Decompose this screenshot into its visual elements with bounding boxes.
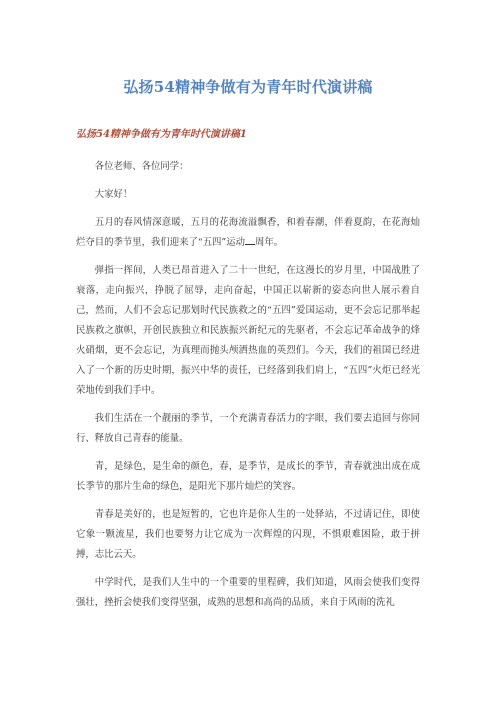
document-title: 弘扬54精神争做有为青年时代演讲稿 [123, 78, 373, 96]
salutation-paragraph: 大家好！ [94, 189, 133, 200]
greeting-paragraph: 各位老师、各位同学： [94, 161, 189, 172]
body-paragraph-1 [76, 213, 420, 253]
body-paragraph-5: 青春是美好的，也是短暂的，它也许是你人生的一处驿站，不过请记住，即使它象一颗流星，我们也要努力让它成为一次辉煌的闪现，不惧艰难困险，敢于拼搏，志比云天。 [76, 509, 420, 560]
body-paragraph-1-text: 五月的春风情深意暖，五月的花海流溢飘香，和着春潮，伴着夏韵，在花海灿烂夺目的季节里，我们迎来了“五四”运动 [76, 217, 420, 248]
fill-in-blank [245, 233, 255, 245]
section-heading: 弘扬54精神争做有为青年时代演讲稿1 [76, 129, 247, 140]
body-paragraph-3: 我们生活在一个靓丽的季节，一个充满青春活力的字眼，我们要去追回与你同行、释放自己青春的能量。 [76, 413, 420, 444]
body-paragraph-4: 青，是绿色，是生命的颜色，春，是季节，是成长的季节，青春就浊出成在成长季节的那片生命的绿色，是阳光下那片灿烂的笑容。 [76, 461, 420, 492]
body-paragraph-1-tail: 周年。 [254, 237, 284, 248]
body-paragraph-6: 中学时代，是我们人生中的一个重要的里程碑，我们知道，风雨会使我们变得强壮，挫折会使我们变得坚强，成熟的思想和高尚的品质，来自于风雨的洗礼 [76, 577, 420, 608]
body-paragraph-2: 弹指一挥间，人类已昂首进入了二十一世纪，在这漫长的岁月里，中国战胜了衰落，走向振兴，挣脱了屈辱，走向奋起，中国正以崭新的姿态向世人展示着自己，然而，人们不会忘记那划时代民族救之的“五四”爱国运动，更不会忘记那举起民族救之旗帜，开创民族独立和民族振兴新纪元的先驱者，不会忘记革命战争的烽火硝烟，更不会忘记，为真理而抛头颅洒热血的英烈们。今天，我们的祖国已经进入了一个新的历史时期，振兴中华的责任，已经落到我们肩上，“五四”火炬已经光荣地传到我们手中。 [76, 265, 420, 396]
